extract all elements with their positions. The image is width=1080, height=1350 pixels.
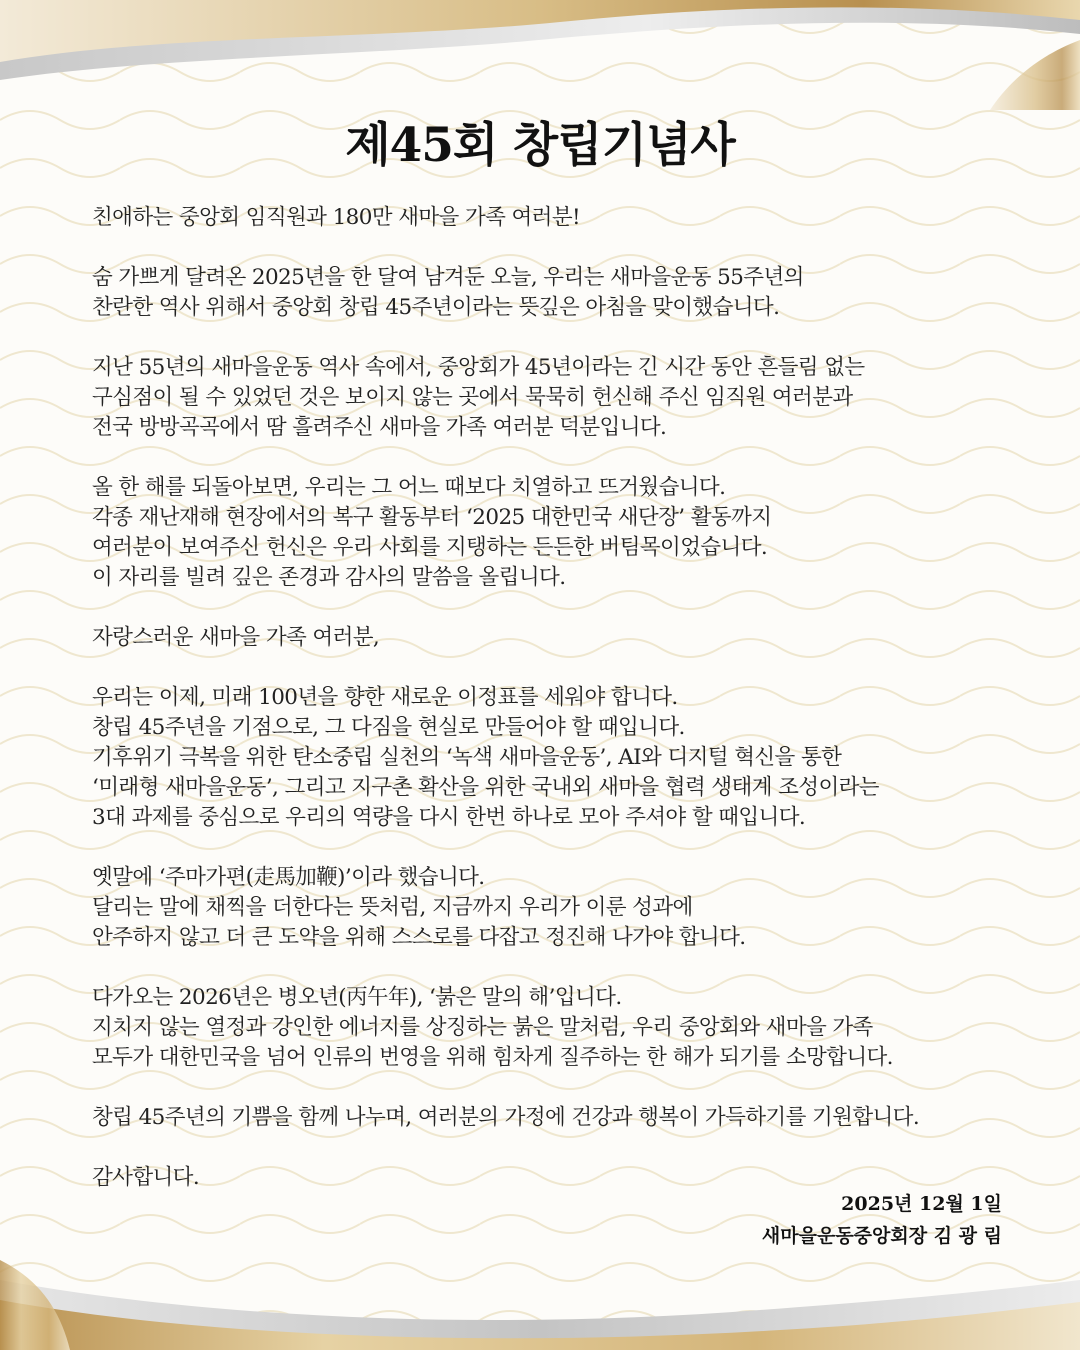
text-line: 안주하지 않고 더 큰 도약을 위해 스스로를 다잡고 정진해 나가야 합니다. bbox=[92, 925, 746, 950]
paragraph-address bbox=[92, 623, 1022, 653]
paragraph-history bbox=[92, 353, 1022, 443]
text-line: ‘미래형 새마을운동’, 그리고 지구촌 확산을 위한 국내외 새마을 협력 생태계 조성이라는 bbox=[92, 775, 879, 800]
text-line: 이 자리를 빌려 깊은 존경과 감사의 말씀을 올립니다. bbox=[92, 565, 566, 590]
text-line: 창립 45주년을 기점으로, 그 다짐을 현실로 만들어야 할 때입니다. bbox=[92, 715, 685, 740]
text-line: 모두가 대한민국을 넘어 인류의 번영을 위해 힘차게 질주하는 한 해가 되기를 소망합니다. bbox=[92, 1045, 893, 1070]
text-line: 자랑스러운 새마을 가족 여러분, bbox=[92, 625, 380, 650]
text-line: 각종 재난재해 현장에서의 복구 활동부터 ‘2025 대한민국 새단장’ 활동까지 bbox=[92, 505, 772, 530]
text-line: 3대 과제를 중심으로 우리의 역량을 다시 한번 하나로 모아 주셔야 할 때입니다. bbox=[92, 805, 806, 830]
paragraph-year-review bbox=[92, 473, 1022, 593]
paragraph-proverb bbox=[92, 863, 1022, 953]
paragraph-future bbox=[92, 683, 1022, 833]
paragraph-wishes bbox=[92, 1103, 1022, 1133]
bottom-ribbon-decoration bbox=[0, 1260, 1080, 1350]
text-line: 구심점이 될 수 있었던 것은 보이지 않는 곳에서 묵묵히 헌신해 주신 임직원 여러분과 bbox=[92, 385, 853, 410]
text-line: 다가오는 2026년은 병오년(丙午年), ‘붉은 말의 해’입니다. bbox=[92, 985, 622, 1010]
text-line: 지난 55년의 새마을운동 역사 속에서, 중앙회가 45년이라는 긴 시간 동안 흔들림 없는 bbox=[92, 355, 865, 380]
text-line: 달리는 말에 채찍을 더한다는 뜻처럼, 지금까지 우리가 이룬 성과에 bbox=[92, 895, 693, 920]
signature-block bbox=[762, 1188, 1002, 1252]
text-line: 옛말에 ‘주마가편(走馬加鞭)’이라 했습니다. bbox=[92, 865, 485, 890]
signature-date: 2025년 12월 1일 bbox=[841, 1193, 1002, 1215]
paragraph-new-year bbox=[92, 983, 1022, 1073]
text-line: 전국 방방곡곡에서 땀 흘려주신 새마을 가족 여러분 덕분입니다. bbox=[92, 415, 667, 440]
text-line: 친애하는 중앙회 임직원과 180만 새마을 가족 여러분! bbox=[92, 205, 581, 230]
paragraph-intro bbox=[92, 263, 1022, 323]
text-line: 찬란한 역사 위해서 중앙회 창립 45주년이라는 뜻깊은 아침을 맞이했습니다. bbox=[92, 295, 780, 320]
text-line: 기후위기 극복을 위한 탄소중립 실천의 ‘녹색 새마을운동’, AI와 디지털 혁신을 통한 bbox=[92, 745, 842, 770]
top-ribbon-decoration bbox=[0, 0, 1080, 110]
text-line: 지치지 않는 열정과 강인한 에너지를 상징하는 붉은 말처럼, 우리 중앙회와 새마을 가족 bbox=[92, 1015, 873, 1040]
text-line: 창립 45주년의 기쁨을 함께 나누며, 여러분의 가정에 건강과 행복이 가득하기를 기원합니다. bbox=[92, 1105, 920, 1130]
page-title: 제45회 창립기념사 bbox=[345, 118, 735, 173]
letter-body bbox=[92, 203, 1022, 1223]
text-line: 숨 가쁘게 달려온 2025년을 한 달여 남겨둔 오늘, 우리는 새마을운동 55주년의 bbox=[92, 265, 804, 290]
paragraph-greeting bbox=[92, 203, 1022, 233]
text-line: 우리는 이제, 미래 100년을 향한 새로운 이정표를 세워야 합니다. bbox=[92, 685, 678, 710]
text-line: 여러분이 보여주신 헌신은 우리 사회를 지탱하는 든든한 버팀목이었습니다. bbox=[92, 535, 768, 560]
text-line: 감사합니다. bbox=[92, 1165, 200, 1190]
signature-author: 새마을운동중앙회장 김 광 림 bbox=[761, 1225, 1002, 1247]
text-line: 올 한 해를 되돌아보면, 우리는 그 어느 때보다 치열하고 뜨거웠습니다. bbox=[92, 475, 726, 500]
